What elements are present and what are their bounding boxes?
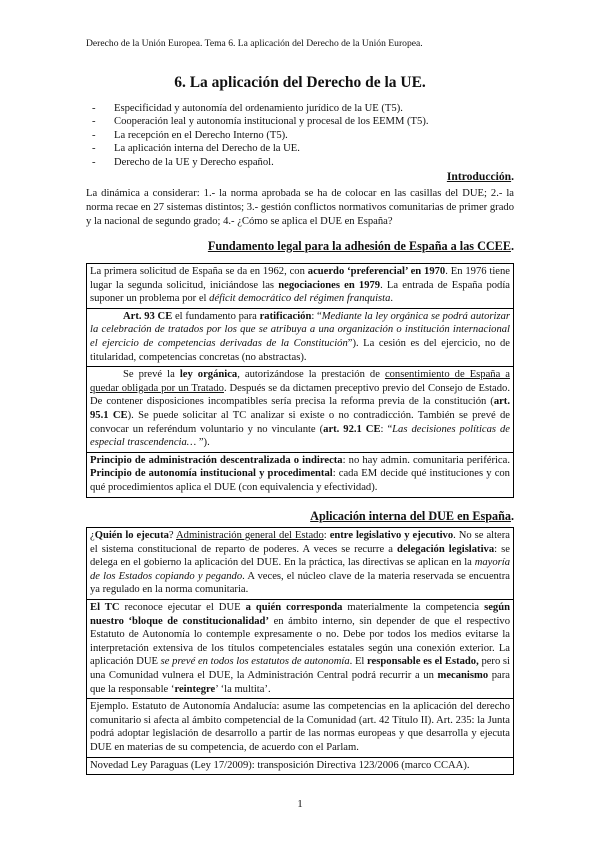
outline-item: - Cooperación leal y autonomía institucional y procesal de los EEMM (T5). xyxy=(92,115,429,128)
aplicacion-row-novedad: Novedad Ley Paraguas (Ley 17/2009): transposición Directiva 123/2006 (marco CCAA). xyxy=(87,757,513,775)
outline-item: - La recepción en el Derecho Interno (T5). xyxy=(92,129,429,142)
running-header: Derecho de la Unión Europea. Tema 6. La aplicación del Derecho de la Unión Europea. xyxy=(86,38,423,49)
page-number: 1 xyxy=(297,798,303,810)
intro-heading: Introducción. xyxy=(446,170,514,183)
outline-item: - La aplicación interna del Derecho de la UE. xyxy=(92,142,429,155)
adhesion-row-art93: Art. 93 CE el fundamento para ratificación: “Mediante la ley orgánica se podrá autorizar la celebración de tratados por los que se atribuya a una organización o institución internacional el ejercicio de competencias derivadas de la Constitución”). La cesión es del ejercicio, no de titularidad, competencias concretas (no abstractas). xyxy=(87,308,513,366)
adhesion-row-history: La primera solicitud de España se da en 1962, con acuerdo ‘preferencial’ en 1970. En 1976 tiene lugar la segunda solicitud, iniciándose las negociaciones en 1979. La entrada de España podía suponer un problema por el déficit democrático del régimen franquista. xyxy=(90,266,511,305)
intro-paragraph: La dinámica a considerar: 1.- la norma aprobada se ha de colocar en las casillas del DUE; 2.- la norma recae en 27 sistemas distintos; 3.- gestión conflictos normativos comunitarias de primer grado y la nacional de segundo grado; 4.- ¿Cómo se aplica el DUE en España? xyxy=(86,188,514,227)
adhesion-table xyxy=(86,263,514,498)
adhesion-row-principles: Principio de administración descentralizada o indirecta: no hay admin. comunitaria periférica. Principio de autonomía institucional y procedimental: cada EM decide qué instituciones y con qué procedimientos aplica el DUE (con equivalencia y efectividad). xyxy=(87,452,513,497)
section-heading-aplicacion: Aplicación interna del DUE en España. xyxy=(310,509,514,523)
adhesion-row-ley-organica: Se prevé la ley orgánica, autorizándose la prestación de consentimiento de España a quedar obligada por un Tratado. Después se da dictamen preceptivo previo del Consejo de Estado. De contener disposiciones incompatibles sería precisa la reforma previa de la constitución (art. 95.1 CE). Se puede solicitar al TC analizar si existe o no contradicción. También se prevé de convocar un referéndum voluntario y no vinculante (art. 92.1 CE: “Las decisiones políticas de especial trascendencia… ”). xyxy=(87,366,513,452)
page-title: 6. La aplicación del Derecho de la UE. xyxy=(174,74,426,91)
aplicacion-row-quien: ¿Quién lo ejecuta? Administración general del Estado: entre legislativo y ejecutivo. No se altera el sistema constitucional de reparto de poderes. A veces se recurre a delegación legislativa: se delega en el gobierno la aplicación del DUE. En la práctica, las directivas se aplican en la mayoría de los Estados copiando y pegando. A veces, el núcleo clave de la materia reservada se encuentra ya regulado en la norma comunitaria. xyxy=(90,530,510,596)
aplicacion-row-tc: El TC reconoce ejecutar el DUE a quién corresponda materialmente la competencia según nuestro ‘bloque de constitucionalidad’ en ámbito interno, sin depender de que el respectivo Estatuto de Autonomía lo contemple expresamente o no. Debe por todos los medios evitarse la interpretación extensiva de los títulos competenciales estatales según una conexión exterior. La aplicación DUE se prevé en todos los estatutos de autonomía. El responsable es el Estado, pero si una Comunidad vulnera el DUE, la Administración Central podrá recurrir a un mecanismo para que la responsable ‘reintegre’ ‘la multita’. xyxy=(87,599,513,698)
aplicacion-row-ejemplo: Ejemplo. Estatuto de Autonomía Andalucía: asume las competencias en la aplicación del derecho comunitario si afecta al ámbito competencial de la Comunidad (art. 42 Título II). Art. 235: la Junta podrá adoptar legislación de desarrollo a partir de las normas europeas y que desarrolla y ejecuta DUE en materias de su competencia, de acuerdo con el Parlam. xyxy=(87,698,513,756)
aplicacion-table xyxy=(86,527,514,775)
outline-item: - Derecho de la UE y Derecho español. xyxy=(92,156,429,169)
section-heading-adhesion: Fundamento legal para la adhesión de España a las CCEE. xyxy=(207,239,514,253)
topic-outline xyxy=(92,102,429,169)
outline-item: - Especificidad y autonomía del ordenamiento jurídico de la UE (T5). xyxy=(92,102,429,115)
